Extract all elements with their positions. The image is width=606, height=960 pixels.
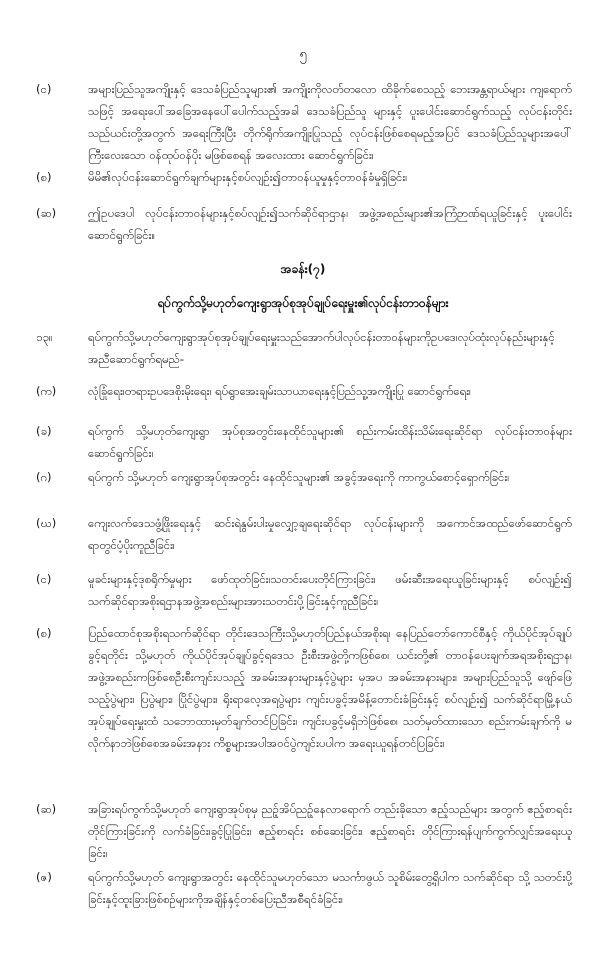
item-marker: (က): [36, 384, 57, 398]
item-marker: (ဃ): [36, 516, 57, 530]
list-item: [36, 568, 572, 612]
page-number: ၅: [299, 47, 307, 62]
list-item: [36, 380, 572, 402]
list-item: [36, 466, 572, 488]
item-text: မိမိ၏လုပ်ငန်းဆောင်ရွက်ချက်များနှင့်စပ်လျဉ်း၍တာဝန်ယူမှုနှင့်တာဝန်ခံမှုရှိခြင်း၊: [88, 170, 408, 184]
item-marker: (စ): [36, 170, 52, 184]
item-text: ကျေးလက်ဒေသဖွံ့ဖြိုးရေးနှင့် ဆင်းရဲနွမ်းပါးမှုလျှော့ချရေးဆိုင်ရာ လုပ်ငန်းများကို အကောင်အထည်ဖော်ဆောင်ရွက်ရာတွင်ပံ့ပိုးကူညီခြင်း၊: [88, 516, 572, 552]
item-marker: (င): [36, 82, 52, 96]
item-marker: (ဆ): [36, 206, 57, 220]
item-marker: (ခ): [36, 424, 52, 438]
chapter-heading: အခန်း(၇): [280, 262, 326, 276]
list-item: [36, 420, 572, 464]
chapter-title: ရပ်ကွက်သို့မဟုတ်ကျေးရွာအုပ်စုအုပ်ချုပ်ရေးမှူး၏လုပ်ငန်းတာဝန်များ: [157, 296, 449, 310]
list-item: [36, 166, 572, 188]
list-item: [36, 78, 572, 166]
item-text: ရပ်ကွက် သို့မဟုတ် ကျေးရွာအုပ်စုအတွင်း နေထိုင်သူများ၏ အခွင့်အရေးကို ကာကွယ်စောင့်ရှောက်ခြင်း၊: [88, 470, 510, 484]
item-marker: (ဇ): [36, 870, 52, 884]
item-marker: (ဂ): [36, 470, 52, 484]
list-item: [36, 866, 572, 910]
list-item: [36, 622, 572, 754]
item-marker: (င): [36, 572, 52, 586]
item-marker: (စ): [36, 626, 52, 640]
list-item: [36, 202, 572, 246]
item-text: ဤဥပဒေပါ လုပ်ငန်းတာဝန်များနှင့်စပ်လျဉ်း၍သက်ဆိုင်ရာဌာန၊ အဖွဲ့အစည်းများ၏အကြံဉာဏ်ရယူခြင်းနှင့် ပူးပေါင်းဆောင်ရွက်ခြင်း။: [88, 206, 572, 242]
item-text: ပြည်ထောင်စုအစိုးရသက်ဆိုင်ရာ တိုင်းဒေသကြီးသို့မဟုတ်ပြည်နယ်အစိုးရ၊ နေပြည်တော်ကောင်စီနှင့် ကိုယ်ပိုင်အုပ်ချုပ်ခွင့်ရတိုင်း သို့မဟုတ် ကိုယ်ပိုင်အုပ်ချုပ်ခွင့်ရဒေသ ဦးစီးအဖွဲ့တို့ကဖြစ်စေ၊ ယင်းတို့၏ တာဝန်ပေးချက်အရအစိုးရဌာန၊ အဖွဲ့အစည်းကဖြစ်စေဦးစီးကျင်းပသည့် အခမ်းအနားများနှင့်ပွဲများ မှအပ အခမ်းအနားများ၊ အများပြည်သူသို့ ဖျော်ဖြေသည့်ပွဲများ၊ ပြပွဲများ၊ ပြိုင်ပွဲများ၊ ရိုးရာလေ့အရပွဲများ ကျင်းပခွင့်အမိန့်တောင်းခံခြင်းနှင့် စပ်လျဉ်း၍ သက်ဆိုင်ရာမြို့နယ်အုပ်ချုပ်ရေးမှူးထံ သဘောထားမှတ်ချက်တင်ပြခြင်း၊ ကျင်းပခွင့်မရှိဘဲဖြစ်စေ၊ သတ်မှတ်ထားသော စည်းကမ်းချက်ကို မလိုက်နာဘဲဖြစ်စေအခမ်းအနား ကိစ္စများအပါအဝင်ပွဲကျင်းပပါက အရေးယူရန်တင်ပြခြင်း၊: [88, 626, 572, 750]
list-item: [36, 798, 572, 864]
item-text: ရပ်ကွက်သို့မဟုတ် ကျေးရွာအတွင်း နေထိုင်သူမဟုတ်သော မသင်္ကာဖွယ် သူစိမ်းတွေ့ရှိပါက သက်ဆိုင်ရာ သို့ သတင်းပို့ခြင်းနှင့်ထူးခြားဖြစ်စဉ်များကိုအချိန်နှင့်တစ်ပြေးညီအစီရင်ခံခြင်း၊: [88, 870, 572, 906]
item-text: လုံခြုံရေး၊တရားဥပဒေစိုးမိုးရေး၊ ရပ်ရွာအေးချမ်းသာယာရေးနှင့်ပြည်သူ့အကျိုးပြု ဆောင်ရွက်ရေး၊: [88, 384, 471, 398]
section-paragraph: [36, 326, 572, 370]
item-text: အများပြည်သူအကျိုးနှင့် ဒေသခံပြည်သူများ၏ အကျိုးကိုလတ်တလော ထိခိုက်စေသည့် ဘေးအန္တရာယ်များ ကျရောက်သဖြင့် အရေးပေါ်အခြေအနေပေါ်ပေါက်သည့်အခါ ဒေသခံပြည်သူ များနှင့် ပူးပေါင်းဆောင်ရွက်သည့် လုပ်ငန်းတိုင်းသည်ယင်းတို့အတွက် အရေးကြီးပြီး တိုက်ရိုက်အကျိုးပြုသည့် လုပ်ငန်းဖြစ်စေရမည့်အပြင် ဒေသခံပြည်သူများအပေါ်ကြီးလေးသော ဝန်ထုပ်ဝန်ပိုး မဖြစ်စေရန် အလေးထား ဆောင်ရွက်ခြင်း၊: [88, 82, 572, 162]
item-text: ရပ်ကွက် သို့မဟုတ်ကျေးရွာ အုပ်စုအတွင်းနေထိုင်သူများ၏ စည်းကမ်းထိန်းသိမ်းရေးဆိုင်ရာ လုပ်ငန်းတာဝန်များဆောင်ရွက်ခြင်း၊: [88, 424, 572, 460]
list-item: [36, 512, 572, 556]
section-text: ရပ်ကွက်သို့မဟုတ်ကျေးရွာအုပ်စုအုပ်ချုပ်ရေးမှူးသည်အောက်ပါလုပ်ငန်းတာဝန်များကိုဥပဒေ၊လုပ်ထုံးလုပ်နည်းများနှင့်အညီဆောင်ရွက်ရမည်-: [88, 330, 555, 366]
item-marker: (ဆ): [36, 802, 57, 816]
section-number: ၁၃။: [36, 330, 53, 344]
item-text: မူခင်းများနှင့်ဒုစရိုက်မှုများ ဖော်ထုတ်ခြင်း၊သတင်းပေးတိုင်ကြားခြင်း၊ ဖမ်းဆီးအရေးယူခြင်းများနှင့် စပ်လျဉ်း၍ သက်ဆိုင်ရာအစိုးရဌာနအဖွဲ့အစည်းများအားသတင်းပို့ခြင်းနှင့်ကူညီခြင်း၊: [88, 572, 572, 608]
item-text: အခြားရပ်ကွက်သို့မဟုတ် ကျေးရွာအုပ်စုမှ ညဉ့်အိပ်ညဉ့်နေလာရောက် တည်းခိုသော ဧည့်သည်များ အတွက် ဧည့်စာရင်းတိုင်ကြားခြင်းကို လက်ခံခြင်း၊ခွင့်ပြုခြင်း၊ ဧည့်စာရင်း စစ်ဆေးခြင်း၊ ဧည့်စာရင်း တိုင်ကြားရန်ပျက်ကွက်လျှင်အရေးယူခြင်း၊: [88, 802, 572, 860]
